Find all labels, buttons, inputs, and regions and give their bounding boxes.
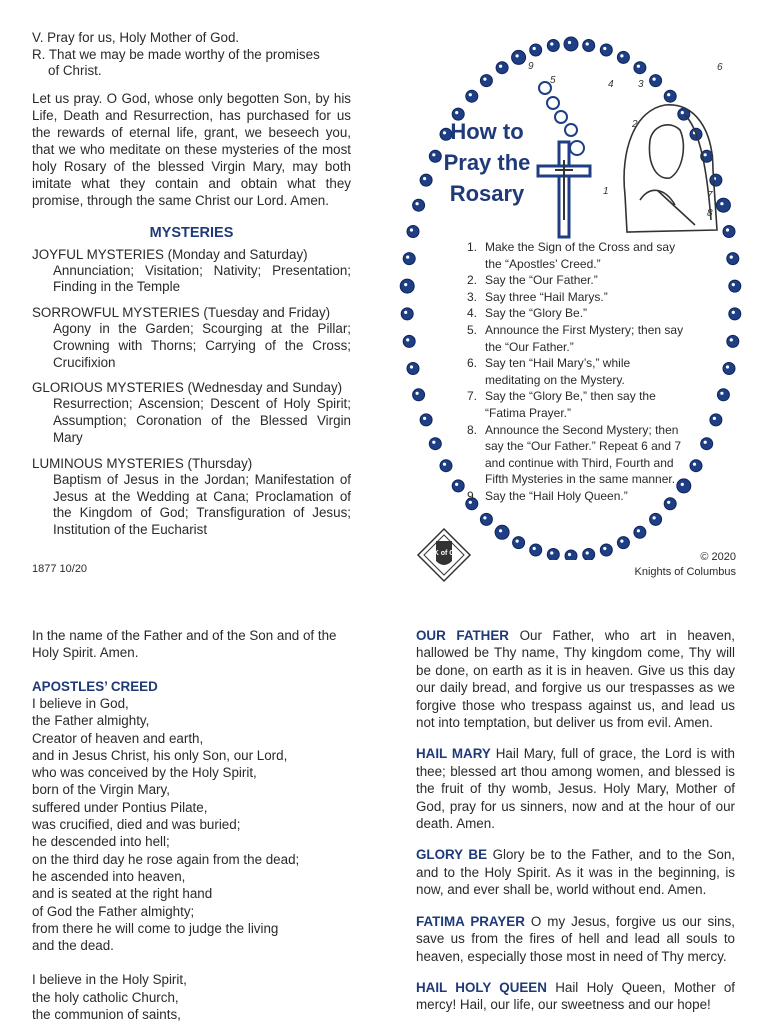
bead-highlight — [516, 540, 519, 543]
mystery-glorious — [32, 379, 351, 446]
step-item — [467, 322, 687, 355]
rosary-bead — [401, 308, 413, 320]
bead-highlight — [732, 311, 735, 314]
fatima-paragraph — [416, 913, 735, 965]
crucifix-icon — [538, 142, 590, 237]
bead-highlight — [483, 516, 486, 519]
rosary-bead — [716, 198, 730, 212]
rosary-bead — [617, 51, 629, 63]
bead-highlight — [483, 78, 486, 81]
versicle-r-cont: of Christ. — [48, 63, 102, 78]
title-line: Pray the — [443, 150, 531, 175]
bead-highlight — [499, 529, 502, 532]
mystery-desc: Annunciation; Visitation; Nativity; Presentation; Finding in the Temple — [53, 262, 351, 295]
emblem-text: K of C — [433, 550, 455, 557]
bead-highlight — [730, 338, 733, 341]
form-number: 1877 10/20 — [32, 563, 88, 575]
our-father-heading: OUR FATHER — [416, 628, 509, 643]
rosary-bead — [403, 335, 415, 347]
bead-highlight — [586, 42, 589, 45]
bead-highlight — [516, 54, 519, 57]
bead-highlight — [704, 153, 707, 156]
rosary-bead — [413, 389, 425, 401]
versicle-v: V. Pray for us, Holy Mother of God. — [32, 30, 240, 45]
creed-line: on the third day he rose again from the dead; — [32, 851, 300, 867]
step-number: 4. — [467, 306, 478, 321]
copyright-year: © 2020 — [700, 551, 736, 563]
creed-line: I believe in God, — [32, 696, 129, 711]
bead-highlight — [423, 177, 426, 180]
rosary-bead — [513, 537, 525, 549]
bead-label: 1 — [603, 186, 609, 197]
step-text: Say the “Glory Be,” then say the “Fatima Prayer.” — [485, 389, 656, 420]
hail-holy-queen-text: Hail Holy Queen, Mother of mercy! Hail, our life, our sweetness and our hope! — [416, 979, 735, 1013]
hail-holy-queen-heading: HAIL HOLY QUEEN — [416, 979, 547, 995]
hail-holy-queen-paragraph — [416, 979, 735, 1014]
hail-mary-text: Hail Mary, full of grace, the Lord is with thee; blessed art thou among women, and blessed is the fruit of thy womb, Jesus. Holy Mary, Mother of God, pray for us sinners, now and at the hour of our death. Amen. — [416, 746, 735, 832]
rosary-bead — [420, 174, 432, 186]
step-text: Say three “Hail Marys.” — [485, 289, 608, 304]
let-us-pray-paragraph: Let us pray. O God, whose only begotten Son, by his Life, Death and Resurrection, has purchased for us the rewards of eternal life, grant, we beseech you, that we who meditate on these mysteries of the most holy Rosary of the blessed Virgin Mary, may both imitate what they contain and obtain what they promise, through the same Christ our Lord. Amen. — [32, 90, 351, 208]
hail-mary-paragraph — [416, 745, 735, 832]
rosary-bead — [495, 525, 509, 539]
mystery-sorrowful — [32, 304, 351, 371]
step-text: Say ten “Hail Mary’s,” while meditating on the Mystery. — [485, 356, 631, 387]
bead-label: 2 — [632, 119, 638, 130]
bead-label: 3 — [638, 79, 644, 90]
creed-line: and in Jesus Christ, his only Son, our Lord, — [32, 747, 288, 763]
title-line: How to — [450, 119, 524, 144]
our-father-text: Our Father, who art in heaven, hallowed be Thy name, Thy kingdom come, Thy will be done, on earth as it is in heaven. Give us this day our daily bread, and forgive us our trespasses as we forgive those who trespass against us, and lead us not into temptation, but deliver us from evil. Amen. — [416, 628, 735, 731]
step-item — [467, 488, 687, 505]
creed-line: the communion of saints, — [32, 1007, 181, 1023]
bead-highlight — [653, 78, 656, 81]
rosary-bead — [717, 389, 729, 401]
bead-highlight — [533, 547, 536, 550]
step-item — [467, 272, 687, 289]
rosary-bead — [729, 308, 741, 320]
creed-line: born of the Virgin Mary, — [32, 782, 170, 798]
bead-highlight — [620, 54, 623, 57]
bead-highlight — [499, 65, 502, 68]
creed-line: was crucified, died and was buried; — [32, 817, 241, 833]
copyright — [560, 550, 736, 580]
bead-label: 5 — [550, 75, 556, 86]
bead-highlight — [620, 540, 623, 543]
bead-highlight — [637, 529, 640, 532]
bead-highlight — [726, 228, 729, 231]
glory-be-paragraph — [416, 846, 735, 898]
step-number: 2. — [467, 273, 478, 288]
bead-highlight — [603, 47, 606, 50]
rosary-bead — [564, 37, 578, 51]
glory-be-heading: GLORY BE — [416, 847, 488, 863]
rosary-bead — [664, 90, 676, 102]
bead-label: 6 — [717, 62, 723, 73]
rosary-bead — [530, 44, 542, 56]
creed-line: and is seated at the right hand — [32, 886, 213, 902]
creed-line: from there he will come to judge the living — [32, 920, 279, 936]
rosary-bead — [634, 526, 646, 538]
rosary-bead — [400, 279, 414, 293]
creed-line: the Father almighty, — [32, 713, 150, 729]
copyright-org: Knights of Columbus — [634, 566, 736, 578]
top-left-column — [32, 30, 351, 539]
rosary-bead — [480, 75, 492, 87]
bead-highlight — [637, 65, 640, 68]
creed-line: who was conceived by the Holy Spirit, — [32, 765, 257, 781]
title-line: Rosary — [449, 181, 525, 206]
bead-highlight — [713, 417, 716, 420]
bead-highlight — [681, 111, 684, 114]
step-number: 3. — [467, 289, 478, 304]
mystery-title: LUMINOUS MYSTERIES (Thursday) — [32, 455, 253, 471]
step-item — [467, 388, 687, 421]
step-text: Say the “Hail Holy Queen.” — [485, 488, 628, 503]
bead-highlight — [443, 463, 446, 466]
steps-list — [467, 239, 687, 505]
fatima-text: O my Jesus, forgive us our sins, save us from the fires of hell and lead all souls to heaven, especially those most in need of Thy mercy. — [416, 913, 735, 964]
bead-highlight — [720, 202, 723, 205]
rosary-bead — [530, 544, 542, 556]
mysteries-heading: MYSTERIES — [149, 224, 234, 241]
step-text: Announce the Second Mystery; then say the “Our Father.” Repeat 6 and 7 and continue with Third, Fourth and Fifth Mysteries in the same manner. — [485, 422, 682, 487]
mystery-title: SORROWFUL MYSTERIES (Tuesday and Friday) — [32, 305, 331, 321]
apostles-creed-heading: APOSTLES’ CREED — [32, 679, 158, 694]
step-item — [467, 422, 687, 488]
mystery-desc: Resurrection; Ascension; Descent of Holy Spirit; Assumption; Coronation of the Blessed Virgin Mary — [53, 396, 351, 446]
bead-highlight — [410, 365, 413, 368]
rosary-bead — [701, 438, 713, 450]
rosary-bead — [547, 549, 559, 561]
mystery-title: JOYFUL MYSTERIES (Monday and Saturday) — [32, 246, 308, 262]
bottom-left-column — [32, 627, 352, 1023]
step-item — [467, 355, 687, 388]
rosary-bead — [496, 62, 508, 74]
panel-title — [432, 116, 542, 209]
step-number: 8. — [467, 422, 478, 437]
step-item — [467, 289, 687, 306]
sign-of-cross-text: In the name of the Father and of the Son and of the Holy Spirit. Amen. — [32, 628, 337, 660]
rosary-bead — [650, 75, 662, 87]
bead-highlight — [432, 441, 435, 444]
bead-highlight — [404, 283, 407, 286]
our-father-paragraph — [416, 627, 735, 731]
bead-highlight — [653, 516, 656, 519]
mystery-luminous — [32, 455, 351, 539]
rosary-bead — [727, 253, 739, 265]
hail-mary-heading: HAIL MARY — [416, 746, 491, 762]
bead-highlight — [568, 41, 571, 44]
bead-highlight — [693, 463, 696, 466]
bead-highlight — [406, 256, 409, 259]
rosary-bead — [690, 460, 702, 472]
creed-line: the holy catholic Church, — [32, 989, 179, 1005]
bead-highlight — [730, 256, 733, 259]
rosary-bead — [729, 280, 741, 292]
creed-line: of God the Father almighty; — [32, 903, 195, 919]
bead-highlight — [455, 111, 458, 114]
creed-line: and the dead. — [32, 938, 114, 954]
rosary-bead — [403, 253, 415, 265]
bead-highlight — [423, 417, 426, 420]
bead-highlight — [410, 228, 413, 231]
rosary-bead — [634, 62, 646, 74]
rosary-bead — [440, 460, 452, 472]
apostles-creed-text-cont — [32, 971, 352, 1023]
step-text: Say the “Our Father.” — [485, 273, 598, 288]
mystery-desc: Baptism of Jesus in the Jordan; Manifestation of Jesus at the Wedding at Cana; Proclamation of the Kingdom of God; Transfiguration of Jesus; Institution of the Eucharist — [53, 471, 351, 538]
rosary-bead — [583, 40, 595, 52]
rosary-bead — [466, 90, 478, 102]
bottom-right-column — [416, 627, 735, 1014]
mary-illustration — [624, 105, 717, 232]
rosary-bead — [452, 480, 464, 492]
rosary-bead — [710, 414, 722, 426]
step-number: 7. — [467, 389, 478, 404]
bead-highlight — [732, 283, 735, 286]
bead-highlight — [404, 311, 407, 314]
versicle-r: R. That we may be made worthy of the promises — [32, 46, 320, 62]
creed-line: he ascended into heaven, — [32, 868, 186, 884]
creed-line: suffered under Pontius Pilate, — [32, 799, 208, 815]
bead-highlight — [455, 483, 458, 486]
rosary-bead — [723, 226, 735, 238]
rosary-bead — [600, 44, 612, 56]
bead-label: 8 — [707, 208, 713, 219]
mystery-desc: Agony in the Garden; Scourging at the Pillar; Crowning with Thorns; Carrying of the Cross; Crucifixion — [53, 321, 351, 370]
bead-highlight — [550, 551, 553, 554]
bead-highlight — [416, 392, 419, 395]
rosary-bead — [547, 40, 559, 52]
rosary-bead — [617, 537, 629, 549]
mystery-joyful — [32, 246, 351, 297]
bead-highlight — [406, 338, 409, 341]
bead-highlight — [704, 441, 707, 444]
bead-label: 7 — [707, 190, 713, 201]
bead-highlight — [726, 365, 729, 368]
fatima-heading: FATIMA PRAYER — [416, 913, 525, 929]
step-number: 5. — [467, 322, 478, 337]
rosary-bead — [429, 438, 441, 450]
rosary-bead — [407, 363, 419, 375]
creed-line: he descended into hell; — [32, 834, 170, 850]
rosary-bead — [650, 513, 662, 525]
bead-highlight — [469, 93, 472, 96]
rosary-bead — [727, 335, 739, 347]
rosary-bead — [710, 174, 722, 186]
bead-label: 9 — [528, 61, 534, 72]
bead-highlight — [667, 93, 670, 96]
creed-line: I believe in the Holy Spirit, — [32, 972, 187, 988]
step-number: 6. — [467, 356, 478, 371]
step-text: Announce the First Mystery; then say the “Our Father.” — [485, 322, 684, 354]
glory-be-text: Glory be to the Father, and to the Son, and to the Holy Spirit. As it was in the beginning, is now, and ever shall be, world without end. Amen. — [416, 847, 735, 898]
apostles-creed-text — [32, 695, 352, 954]
rosary-bead — [413, 199, 425, 211]
rosary-bead — [512, 50, 526, 64]
mystery-title: GLORIOUS MYSTERIES (Wednesday and Sunday) — [32, 380, 343, 396]
step-item — [467, 239, 687, 272]
knights-of-columbus-emblem-icon — [416, 527, 472, 583]
rosary-bead — [723, 363, 735, 375]
bead-label: 4 — [608, 79, 614, 90]
rosary-bead — [480, 513, 492, 525]
bead-highlight — [533, 47, 536, 50]
creed-line: Creator of heaven and earth, — [32, 730, 204, 746]
step-text: Make the Sign of the Cross and say the “Apostles’ Creed.” — [485, 240, 676, 271]
step-number: 9. — [467, 488, 478, 503]
step-text: Say the “Glory Be.” — [485, 306, 588, 321]
step-number: 1. — [467, 240, 478, 254]
step-item — [467, 305, 687, 322]
bead-highlight — [416, 202, 419, 205]
bead-highlight — [550, 42, 553, 45]
rosary-bead — [420, 414, 432, 426]
bead-highlight — [720, 392, 723, 395]
rosary-bead — [407, 226, 419, 238]
